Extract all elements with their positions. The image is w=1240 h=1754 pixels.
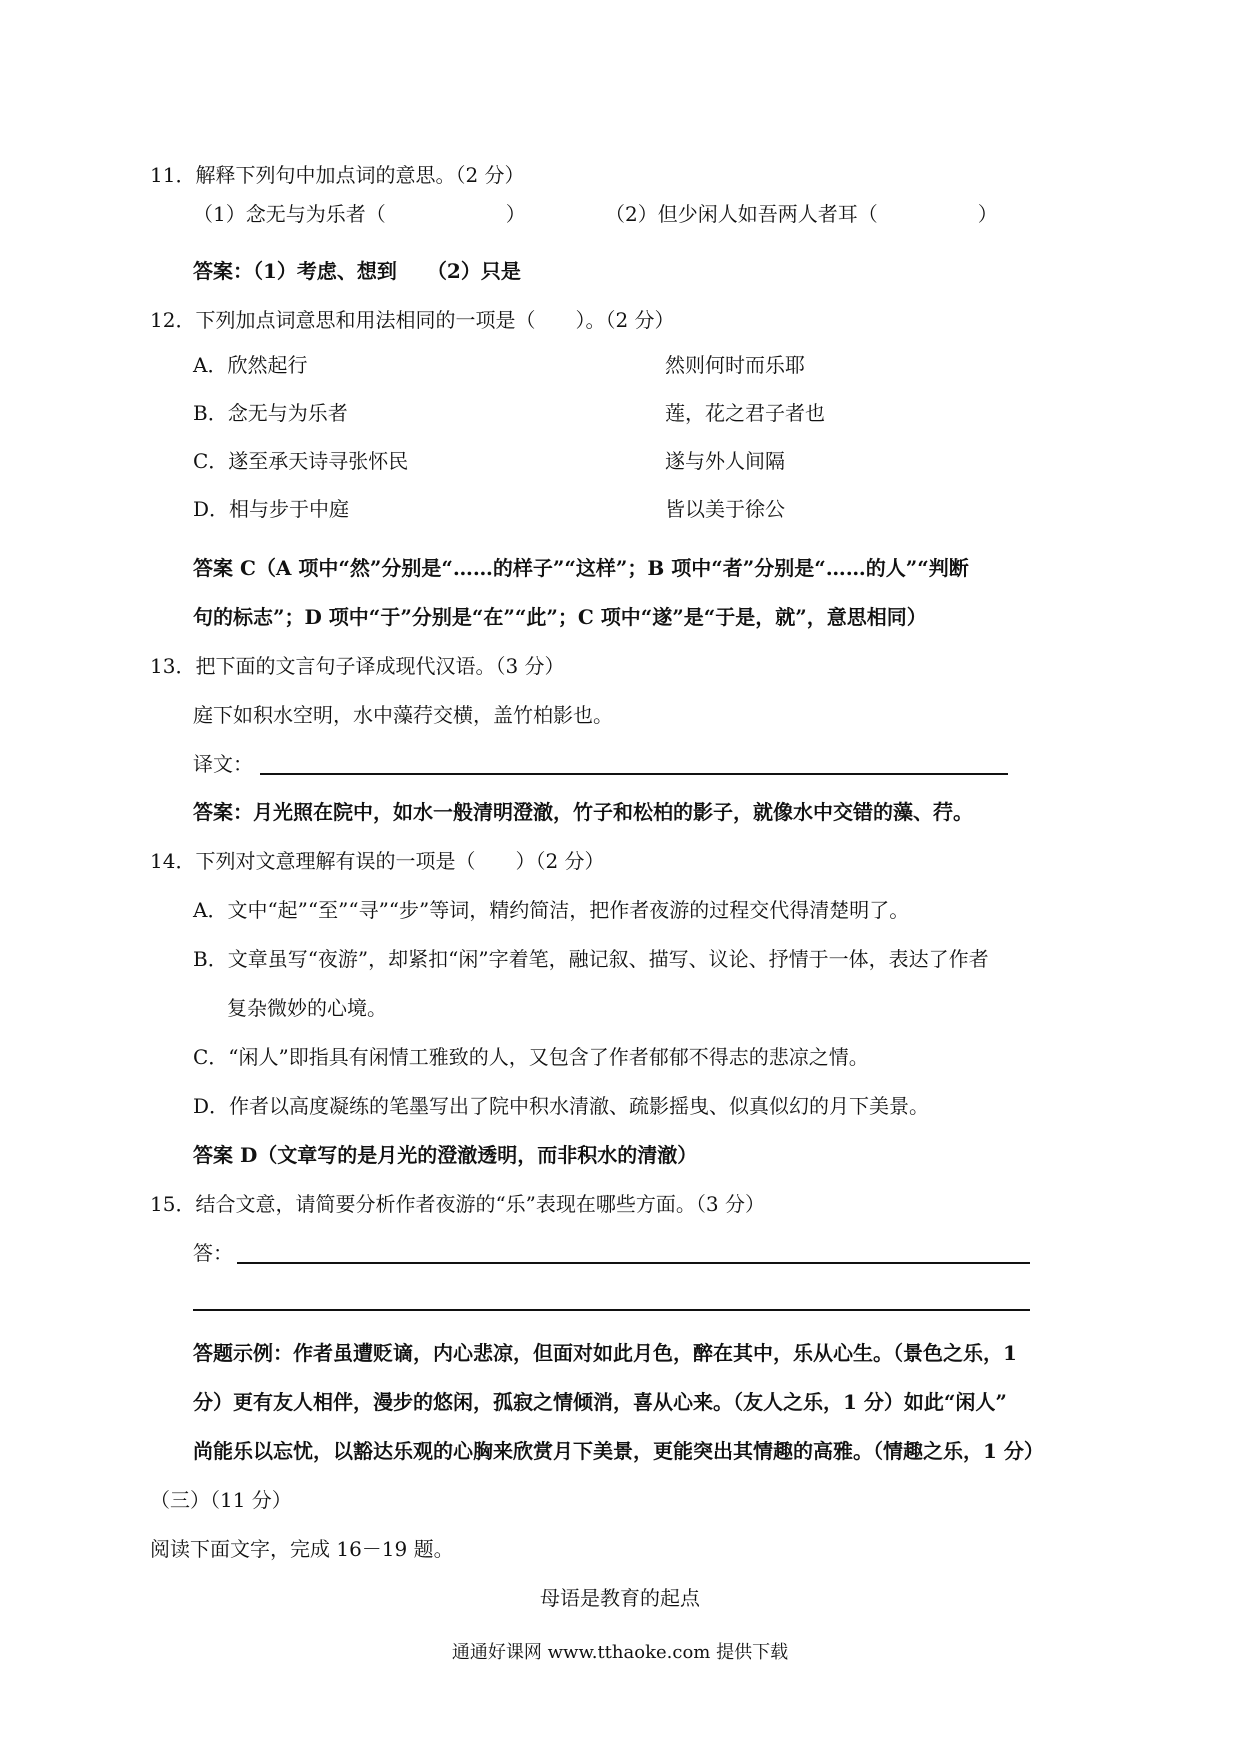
q12-answer-line-2: 句的标志”；D 项中“于”分别是“在”“此”；C 项中“遂”是“于是，就”，意思相同）: [193, 605, 927, 629]
q14-option-b-line-2: 复杂微妙的心境。: [227, 996, 387, 1020]
q12-option-a: [193, 350, 805, 380]
section-instruction: 阅读下面文字，完成 16－19 题。: [150, 1537, 454, 1561]
q12-option-c: [193, 446, 785, 476]
q13-translation-label: 译文：: [193, 752, 253, 776]
q12-option-a-right: 然则何时而乐耶: [665, 353, 805, 377]
q12-option-c-right: 遂与外人间隔: [665, 449, 785, 473]
q14-stem: 14．下列对文意理解有误的一项是（ ）（2 分）: [150, 849, 605, 873]
q15-sample-line-3: 尚能乐以忘忧，以豁达乐观的心胸来欣赏月下美景，更能突出其情趣的高雅。（情趣之乐，1 分）: [193, 1439, 1044, 1463]
q12-option-d-left: D．相与步于中庭: [193, 497, 350, 521]
q12-option-b-right: 莲，花之君子者也: [665, 401, 825, 425]
q13-sentence: 庭下如积水空明，水中藻荇交横，盖竹柏影也。: [193, 703, 613, 727]
q15-sample-line-1: 答题示例：作者虽遭贬谪，内心悲凉，但面对如此月色，醉在其中，乐从心生。（景色之乐，1: [193, 1341, 1017, 1365]
q11-item-2: （2）但少闲人如吾两人者耳（ ）: [605, 202, 998, 226]
q15-answer-label: 答：: [193, 1241, 233, 1265]
q11-item-1: （1）念无与为乐者（ ）: [193, 202, 526, 226]
q13-translation-blank[interactable]: [260, 773, 1008, 775]
q12-option-a-left: A．欣然起行: [193, 353, 308, 377]
q15-answer-blank-2[interactable]: [193, 1309, 1030, 1311]
q12-option-b: [193, 398, 825, 428]
q14-option-b-line-1: B．文章虽写“夜游”，却紧扣“闲”字着笔，融记叙、描写、议论、抒情于一体，表达了作者: [193, 947, 989, 971]
passage-title: 母语是教育的起点: [540, 1586, 700, 1610]
q11-answer: 答案：（1）考虑、想到 （2）只是: [193, 259, 521, 283]
q11-stem: 11．解释下列句中加点词的意思。（2 分）: [150, 163, 525, 187]
q12-option-b-left: B．念无与为乐者: [193, 401, 348, 425]
q12-option-d-right: 皆以美于徐公: [665, 497, 785, 521]
q12-stem: 12．下列加点词意思和用法相同的一项是（ ）。（2 分）: [150, 308, 675, 332]
q14-option-a: A．文中“起”“至”“寻”“步”等词，精约简洁，把作者夜游的过程交代得清楚明了。: [193, 898, 910, 922]
q12-answer-line-1: 答案 C（A 项中“然”分别是“……的样子”“这样”；B 项中“者”分别是“……的人”“判断: [193, 556, 969, 580]
section-heading: （三）（11 分）: [150, 1488, 292, 1512]
q15-sample-line-2: 分）更有友人相伴，漫步的悠闲，孤寂之情倾消，喜从心来。（友人之乐，1 分）如此“闲人”: [193, 1390, 1007, 1414]
q14-option-c: C．“闲人”即指具有闲情工雅致的人，又包含了作者郁郁不得志的悲凉之情。: [193, 1045, 869, 1069]
q14-answer: 答案 D（文章写的是月光的澄澈透明，而非积水的清澈）: [193, 1143, 698, 1167]
q13-stem: 13．把下面的文言句子译成现代汉语。（3 分）: [150, 654, 565, 678]
q13-answer: 答案：月光照在院中，如水一般清明澄澈，竹子和松柏的影子，就像水中交错的藻、荇。: [193, 800, 973, 824]
q15-answer-blank-1[interactable]: [237, 1262, 1030, 1264]
q14-option-d: D．作者以高度凝练的笔墨写出了院中积水清澈、疏影摇曳、似真似幻的月下美景。: [193, 1094, 930, 1118]
q15-stem: 15．结合文意，请简要分析作者夜游的“乐”表现在哪些方面。（3 分）: [150, 1192, 765, 1216]
q12-option-d: [193, 494, 785, 524]
q12-option-c-left: C．遂至承天诗寻张怀民: [193, 449, 409, 473]
page-footer: 通通好课网 www.tthaoke.com 提供下载: [451, 1642, 789, 1663]
